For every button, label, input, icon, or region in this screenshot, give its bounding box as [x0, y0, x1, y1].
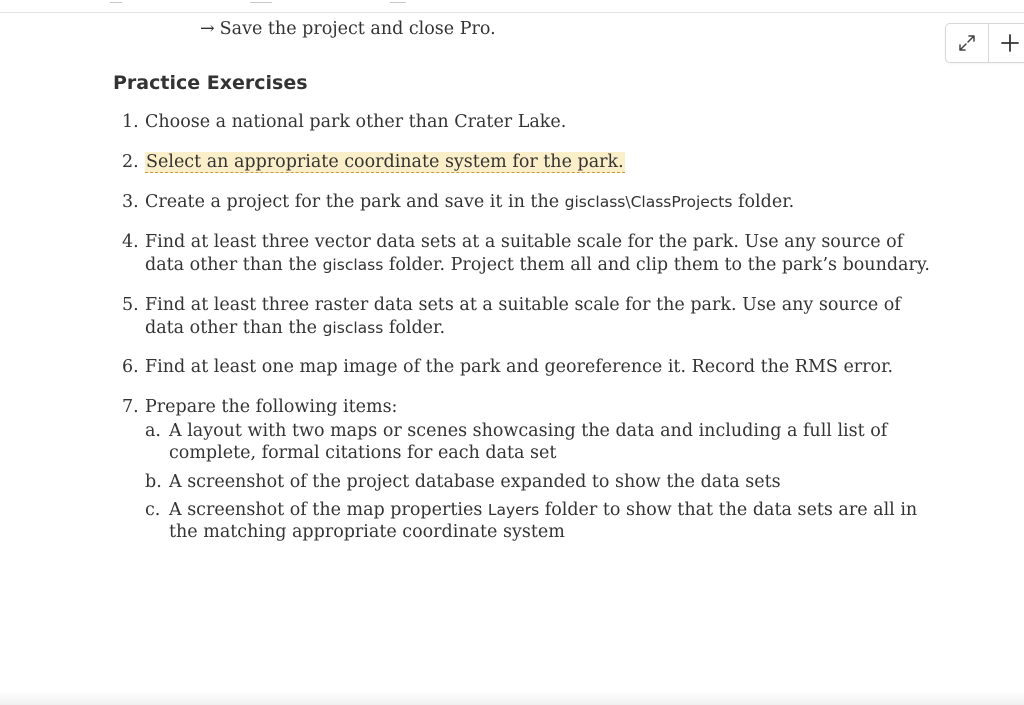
bottom-scroll-edge — [0, 691, 1024, 705]
item-text: Find at least three raster data sets at a suitable scale for the park. Use any source of data other than the — [145, 295, 901, 338]
item-text: Choose a national park other than Crater Lake. — [145, 112, 567, 132]
item-text: Find at least one map image of the park and georeference it. Record the RMS error. — [145, 357, 894, 377]
sub-item-b — [145, 471, 945, 493]
sub-item-text: A layout with two maps or scenes showcasing the data and including a full list of complete, formal citations for each data set — [169, 421, 888, 463]
item-text: Create a project for the park and save it in the — [145, 192, 565, 212]
exercise-item-5 — [122, 294, 942, 340]
ui-term: Layers — [487, 501, 540, 519]
item-number: 3. — [122, 192, 139, 212]
folder-path: gisclass — [322, 256, 384, 274]
expand-button[interactable] — [946, 24, 989, 62]
folder-path: gisclass\ClassProjects — [564, 193, 733, 211]
plus-icon — [999, 32, 1021, 54]
item-text: Prepare the following items: — [145, 397, 398, 417]
item-number: 7. — [122, 397, 139, 417]
sub-item-a — [145, 420, 945, 464]
arrow-icon: → — [200, 19, 215, 39]
exercise-item-2 — [122, 151, 942, 174]
sub-item-text: A screenshot of the map properties — [169, 500, 488, 520]
sub-item-text: folder to show that the data sets are all in the matching appropriate coordinate system — [169, 500, 918, 542]
exercise-item-4 — [122, 231, 942, 277]
item-text: folder. Project them all and clip them to the park’s boundary. — [383, 255, 930, 275]
item-text: folder. — [732, 192, 795, 212]
top-divider — [0, 12, 1024, 13]
sub-item-letter: c. — [145, 500, 161, 520]
clipped-toolbar-fragment — [110, 0, 510, 4]
item-number: 1. — [122, 112, 139, 132]
exercise-item-7 — [122, 396, 942, 419]
sub-item-letter: a. — [145, 421, 161, 441]
item-number: 4. — [122, 232, 139, 252]
expand-icon — [956, 32, 978, 54]
item-number: 2. — [122, 152, 139, 172]
exercise-item-1 — [122, 111, 942, 134]
folder-path: gisclass — [322, 319, 384, 337]
view-toolbar — [945, 23, 1024, 63]
sub-item-text: A screenshot of the project database expanded to show the data sets — [169, 472, 781, 492]
exercise-item-3 — [122, 191, 942, 214]
step-text: Save the project and close Pro. — [219, 19, 496, 39]
section-heading: Practice Exercises — [113, 72, 308, 94]
exercise-item-6 — [122, 356, 942, 379]
item-number: 5. — [122, 295, 139, 315]
item-text: folder. — [383, 318, 446, 338]
item-text: Find at least three vector data sets at a suitable scale for the park. Use any source of data other than the — [145, 232, 904, 275]
sub-item-c — [145, 499, 945, 543]
step-instruction — [200, 18, 496, 40]
sub-item-letter: b. — [145, 472, 162, 492]
item-number: 6. — [122, 357, 139, 377]
add-button[interactable] — [989, 24, 1024, 62]
highlighted-annotation[interactable]: Select an appropriate coordinate system for the park. — [146, 152, 624, 172]
